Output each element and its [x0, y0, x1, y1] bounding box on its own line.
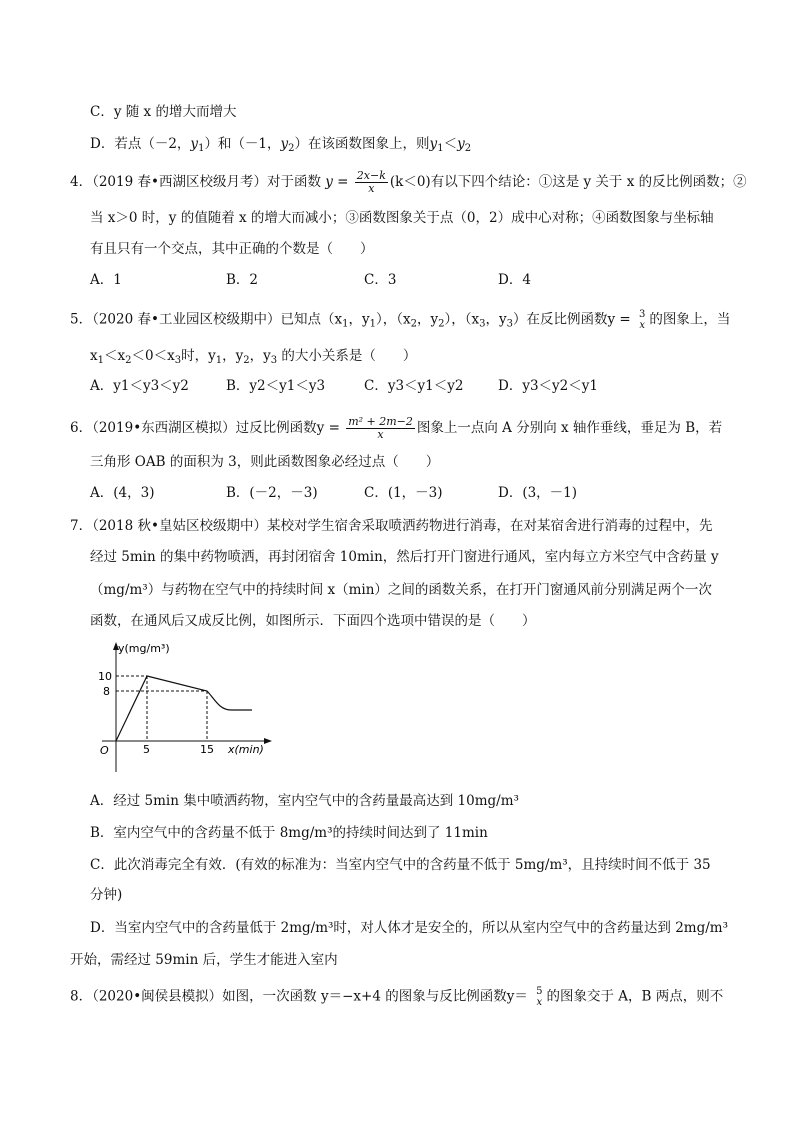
q4-option-c: C．3	[364, 272, 397, 288]
q8-stem-line1: 8．（2020•闽侯县模拟）如图，一次函数 y＝−x+4 的图象与反比例函数y＝ 5 x 的图象交于 A，B 两点，则不	[70, 986, 724, 1008]
q6-stem-line2: 三角形 OAB 的面积为 3，则此函数图象必经过点（ ）	[90, 454, 440, 470]
q6-option-a: A．(4，3)	[90, 485, 155, 501]
xtick-15: 15	[200, 743, 214, 756]
q7-option-b: B．室内空气中的含药量不低于 8mg/m³的持续时间达到了 11min	[90, 825, 488, 841]
ytick-10: 10	[98, 670, 112, 683]
q4-stem-line2: 当 x＞0 时，y 的值随着 x 的增大而减小；③函数图象关于点（0，2）成中心对称；④函数图象与坐标轴	[90, 210, 714, 226]
q6-option-b: B．(－2，－3)	[226, 485, 318, 501]
ytick-8: 8	[103, 685, 110, 698]
q7-option-c-line1: C．此次消毒完全有效．(有效的标准为：当室内空气中的含药量不低于 5mg/m³，且持续时间不低于 35	[90, 857, 711, 873]
q5-fraction: 3 x	[639, 309, 646, 331]
x-axis-arrow	[264, 738, 272, 744]
q6-fraction: $\frac{\text{m² + 2m−2}}{x}$	[348, 415, 413, 441]
q6-option-d: D．(3，－1)	[498, 485, 578, 501]
q6-option-c: C．(1，－3)	[364, 485, 443, 501]
q4-fraction: $\frac{2x-k}{x}$	[356, 169, 386, 195]
q8-fraction: 5 x	[536, 986, 543, 1008]
q7-stem-line2: 经过 5min 的集中药物喷洒，再封闭宿舍 10min，然后打开门窗进行通风，室内每立方米空气中含药量 y	[90, 549, 719, 565]
x-axis-label: x(min)	[228, 743, 264, 756]
q4-option-b: B．2	[226, 272, 259, 288]
q7-option-d-line1: D．当室内空气中的含药量低于 2mg/m³时，对人体才是安全的，所以从室内空气中的含药量达到 2mg/m³	[90, 920, 728, 936]
q5-stem-line2: $x_1<x_2<0<x_3$时，$y_1$，$y_2$，$y_3$ 的大小关系是（ ）	[90, 348, 417, 366]
q5-option-d: D．y3＜y2＜y1	[498, 378, 598, 394]
q5-option-a: A．y1＜y3＜y2	[90, 378, 189, 394]
q3-option-d: D．若点（－2，$y_1$）和（－1，$y_2$）在该函数图象上，则$y_1<y_2$	[90, 136, 472, 154]
q6-stem-line1: 6．（2019•东西湖区模拟）过反比例函数y = $\frac{\text{m² + 2m−2}}{x}$ 图象上一点向 A 分别向 x 轴作垂线，垂足为 B，若	[70, 415, 723, 441]
y-axis-label: y(mg/m³)	[118, 642, 170, 655]
q7-stem-line1: 7．（2018 秋•皇姑区校级期中）某校对学生宿舍采取喷洒药物进行消毒，在对某宿舍进行消毒的过程中，先	[70, 518, 713, 534]
xtick-5: 5	[143, 743, 150, 756]
q7-option-d-line2: 开始，需经过 59min 后，学生才能进入室内	[70, 952, 338, 968]
function-curve	[116, 676, 252, 741]
q7-stem-line4: 函数，在通风后又成反比例，如图所示．下面四个选项中错误的是（ ）	[90, 613, 536, 629]
q4-stem-line1: 4．（2019 春•西湖区校级月考）对于函数 y = $\frac{2x-k}{x}$ (k＜0)有以下四个结论：①这是 y 关于 x 的反比例函数；②	[70, 169, 747, 195]
q7-option-a: A．经过 5min 集中喷洒药物，室内空气中的含药量最高达到 10mg/m³	[90, 793, 519, 809]
q7-graph	[86, 636, 276, 776]
q5-option-b: B．y2＜y1＜y3	[226, 378, 326, 394]
q7-stem-line3: （mg/m³）与药物在空气中的持续时间 x（min）之间的函数关系，在打开门窗通风前分别满足两个一次	[90, 582, 712, 598]
q7-option-c-line2: 分钟)	[90, 887, 123, 903]
origin-label: O	[100, 744, 109, 757]
q5-option-c: C．y3＜y1＜y2	[364, 378, 464, 394]
q4-option-a: A．1	[90, 272, 122, 288]
q4-stem-line3: 有且只有一个交点，其中正确的个数是（ ）	[90, 241, 374, 257]
q5-stem-line1: 5．（2020 春•工业园区校级期中）已知点（$x_1$，$y_1$），（$x_2$，$y_2$），（$x_3$，$y_3$）在反比例函数y = 3 x 的图象上，当	[70, 309, 731, 331]
q4-option-d: D．4	[498, 272, 531, 288]
q3-option-c: C．y 随 x 的增大而增大	[90, 104, 237, 120]
